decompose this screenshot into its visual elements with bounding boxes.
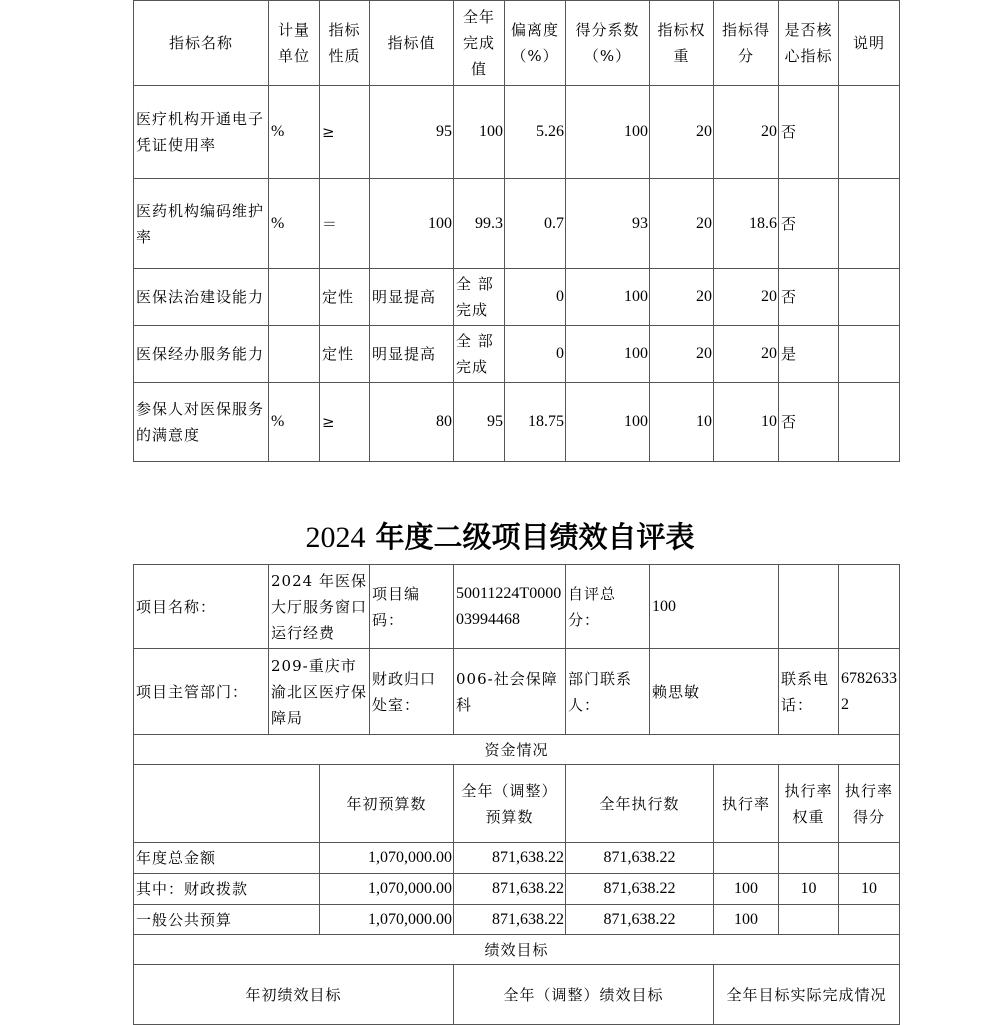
table-cell: 明显提高 xyxy=(370,269,454,326)
table-cell: 100 xyxy=(566,86,650,179)
table-cell xyxy=(269,326,320,383)
project-table xyxy=(133,564,900,1025)
table-cell: ≥ xyxy=(320,383,370,462)
table-cell: 99.3 xyxy=(454,179,505,269)
table-row xyxy=(134,326,900,383)
table-cell xyxy=(839,86,900,179)
table-cell: 20 xyxy=(714,269,779,326)
table-cell: 93 xyxy=(566,179,650,269)
col-header: 指标值 xyxy=(370,1,454,86)
col-header: 全年执行数 xyxy=(566,765,714,843)
office-value: 006-社会保障科 xyxy=(454,649,566,735)
table-cell: 否 xyxy=(779,383,839,462)
label: 财政归口处室： xyxy=(370,649,454,735)
table-cell: 10 xyxy=(779,874,839,905)
col-header: 说明 xyxy=(839,1,900,86)
table-cell: 20 xyxy=(650,269,714,326)
table-cell: 18.6 xyxy=(714,179,779,269)
table-cell xyxy=(839,383,900,462)
table-cell xyxy=(779,843,839,874)
table-cell xyxy=(839,843,900,874)
table-cell: 18.75 xyxy=(505,383,566,462)
table-cell: 5.26 xyxy=(505,86,566,179)
col-header: 执行率 xyxy=(714,765,779,843)
label: 项目编码： xyxy=(370,565,454,649)
table-cell: 否 xyxy=(779,269,839,326)
col-header: 指标权重 xyxy=(650,1,714,86)
col-header: 计量单位 xyxy=(269,1,320,86)
label: 联系电话： xyxy=(779,649,839,735)
empty-cell xyxy=(779,565,839,649)
table-cell: 871,638.22 xyxy=(454,874,566,905)
table-cell: 明显提高 xyxy=(370,326,454,383)
table-cell: 0 xyxy=(505,269,566,326)
table-row xyxy=(134,179,900,269)
table-cell xyxy=(269,269,320,326)
table-cell: 参保人对医保服务的满意度 xyxy=(134,383,269,462)
funds-section: 资金情况 xyxy=(134,735,900,765)
table-cell: 871,638.22 xyxy=(566,905,714,935)
table-cell xyxy=(839,269,900,326)
table-cell: ＝ xyxy=(320,179,370,269)
table-cell: 医疗机构开通电子凭证使用率 xyxy=(134,86,269,179)
label: 项目名称： xyxy=(134,565,269,649)
col-header: 是否核心指标 xyxy=(779,1,839,86)
table-cell: 10 xyxy=(839,874,900,905)
col-header: 指标性质 xyxy=(320,1,370,86)
table-cell: 100 xyxy=(566,269,650,326)
label: 自评总分： xyxy=(566,565,650,649)
table-cell: 20 xyxy=(650,179,714,269)
table-cell: 医保经办服务能力 xyxy=(134,326,269,383)
table-row xyxy=(134,86,900,179)
project-code: 50011224T000003994468 xyxy=(454,565,566,649)
goals-header xyxy=(134,965,900,1025)
col-header: 全年（调整）预算数 xyxy=(454,765,566,843)
table-cell xyxy=(839,905,900,935)
funds-row xyxy=(134,874,900,905)
table-cell: 100 xyxy=(714,874,779,905)
table-cell: % xyxy=(269,383,320,462)
table-cell: 100 xyxy=(714,905,779,935)
dept-value: 209-重庆市渝北区医疗保障局 xyxy=(269,649,370,735)
table-cell: 20 xyxy=(714,326,779,383)
table-cell: 20 xyxy=(714,86,779,179)
col-header: 指标名称 xyxy=(134,1,269,86)
table-cell: 1,070,000.00 xyxy=(320,874,454,905)
col-header: 执行率得分 xyxy=(839,765,900,843)
table-cell: 0.7 xyxy=(505,179,566,269)
table-cell: 100 xyxy=(454,86,505,179)
project-name: 2024 年医保大厅服务窗口运行经费 xyxy=(269,565,370,649)
table-cell: 一般公共预算 xyxy=(134,905,320,935)
phone-value: 67826332 xyxy=(839,649,900,735)
table-cell: 10 xyxy=(650,383,714,462)
project-row xyxy=(134,565,900,649)
table-cell: 871,638.22 xyxy=(566,874,714,905)
page-title xyxy=(0,515,1000,556)
table-cell: 871,638.22 xyxy=(454,905,566,935)
table-cell: ≥ xyxy=(320,86,370,179)
table-cell xyxy=(839,326,900,383)
label: 部门联系人： xyxy=(566,649,650,735)
table-row xyxy=(134,383,900,462)
empty-cell xyxy=(134,765,320,843)
indicator-table xyxy=(133,0,900,462)
col-header: 执行率权重 xyxy=(779,765,839,843)
table-cell: 100 xyxy=(566,383,650,462)
table-row xyxy=(134,269,900,326)
funds-row xyxy=(134,843,900,874)
table-cell: 是 xyxy=(779,326,839,383)
title-text: 年度二级项目绩效自评表 xyxy=(365,520,695,554)
table-cell: 全 部完成 xyxy=(454,269,505,326)
table-cell: 0 xyxy=(505,326,566,383)
table-cell: 定性 xyxy=(320,326,370,383)
table-cell: 871,638.22 xyxy=(566,843,714,874)
table-cell: 医药机构编码维护率 xyxy=(134,179,269,269)
table-cell: 1,070,000.00 xyxy=(320,905,454,935)
dept-row xyxy=(134,649,900,735)
table-cell: 20 xyxy=(650,326,714,383)
table-cell xyxy=(839,179,900,269)
self-score: 100 xyxy=(650,565,779,649)
table-cell: 医保法治建设能力 xyxy=(134,269,269,326)
table-cell: 其中：财政拨款 xyxy=(134,874,320,905)
col-header: 偏离度（%） xyxy=(505,1,566,86)
funds-header xyxy=(134,765,900,843)
col-header: 全年目标实际完成情况 xyxy=(714,965,900,1025)
table-cell: 100 xyxy=(566,326,650,383)
col-header: 得分系数（%） xyxy=(566,1,650,86)
table-cell: 95 xyxy=(454,383,505,462)
table-cell: 年度总金额 xyxy=(134,843,320,874)
table-cell: 否 xyxy=(779,179,839,269)
col-header: 年初绩效目标 xyxy=(134,965,454,1025)
col-header: 全年（调整）绩效目标 xyxy=(454,965,714,1025)
table-cell: 80 xyxy=(370,383,454,462)
table-cell: 100 xyxy=(370,179,454,269)
empty-cell xyxy=(839,565,900,649)
table-cell: 871,638.22 xyxy=(454,843,566,874)
col-header: 指标得分 xyxy=(714,1,779,86)
header-row xyxy=(134,1,900,86)
table-cell: % xyxy=(269,86,320,179)
table-cell: 定性 xyxy=(320,269,370,326)
goals-section: 绩效目标 xyxy=(134,935,900,965)
col-header: 年初预算数 xyxy=(320,765,454,843)
funds-row xyxy=(134,905,900,935)
label: 项目主管部门： xyxy=(134,649,269,735)
table-cell xyxy=(714,843,779,874)
table-cell: 10 xyxy=(714,383,779,462)
table-cell: 否 xyxy=(779,86,839,179)
table-cell xyxy=(779,905,839,935)
col-header: 全年完成值 xyxy=(454,1,505,86)
table-cell: 95 xyxy=(370,86,454,179)
contact-value: 赖思敏 xyxy=(650,649,779,735)
table-cell: 20 xyxy=(650,86,714,179)
table-cell: 1,070,000.00 xyxy=(320,843,454,874)
table-cell: % xyxy=(269,179,320,269)
table-cell: 全 部完成 xyxy=(454,326,505,383)
title-year: 2024 xyxy=(305,521,366,554)
